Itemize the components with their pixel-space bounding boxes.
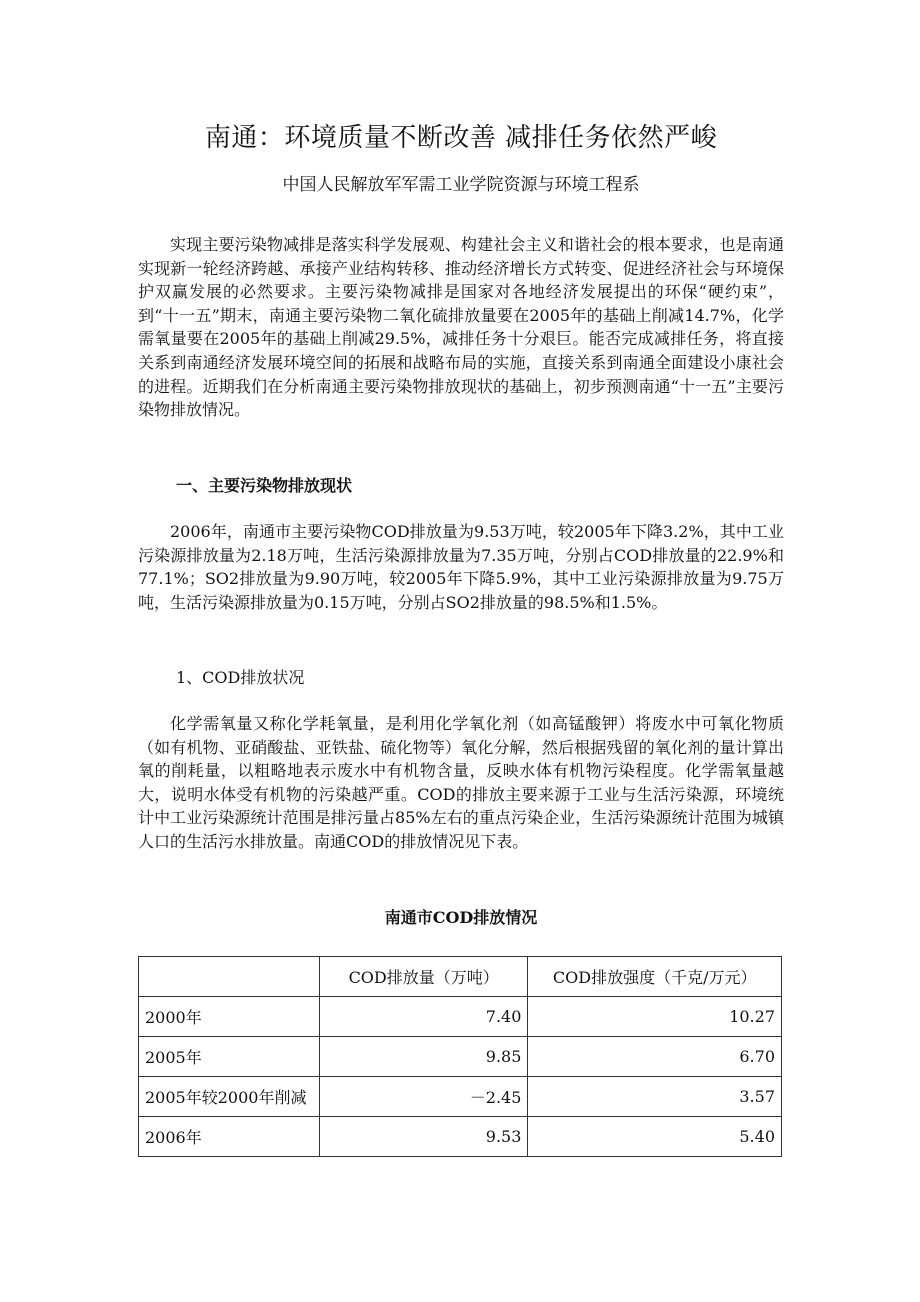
- cod-intensity-value: 6.70: [528, 1037, 782, 1077]
- table-header-cell: COD排放强度（千克/万元）: [528, 957, 782, 997]
- cod-description-paragraph: 化学需氧量又称化学耗氧量，是利用化学氧化剂（如高锰酸钾）将废水中可氧化物质（如有机物、亚硝酸盐、亚铁盐、硫化物等）氧化分解，然后根据残留的氧化剂的量计算出氧的削耗量，以粗略地表示废水中有机物含量，反映水体有机物污染程度。化学需氧量越大，说明水体受有机物的污染越严重。COD的排放主要来源于工业与生活污染源，环境统计中工业污染源统计范围是排污量占85%左右的重点污染企业，生活污染源统计范围为城镇人口的生活污水排放量。南通COD的排放情况见下表。: [138, 714, 784, 851]
- row-label: 2000年: [139, 997, 320, 1037]
- emission-status-paragraph: 2006年，南通市主要污染物COD排放量为9.53万吨，较2005年下降3.2%，其中工业污染源排放量为2.18万吨，生活污染源排放量为7.35万吨，分别占COD排放量的22.9%和77.1%；SO2排放量为9.90万吨，较2005年下降5.9%，其中工业污染源排放量为9.75万吨，生活污染源排放量为0.15万吨，分别占SO2排放量的98.5%和1.5%。: [138, 522, 784, 612]
- table-header-cell: [139, 957, 320, 997]
- row-label: 2006年: [139, 1117, 320, 1157]
- document-title: 南通：环境质量不断改善 减排任务依然严峻: [204, 123, 718, 153]
- cod-emission-value: －2.45: [319, 1077, 527, 1117]
- intro-paragraph: 实现主要污染物减排是落实科学发展观、构建社会主义和谐社会的根本要求，也是南通实现新一轮经济跨越、承接产业结构转移、推动经济增长方式转变、促进经济社会与环境保护双赢发展的必然要求。主要污染物减排是国家对各地经济发展提出的环保“硬约束”，到“十一五”期末，南通主要污染物二氧化硫排放量要在2005年的基础上削减14.7%，化学需氧量要在2005年的基础上削减29.5%，减排任务十分艰巨。能否完成减排任务，将直接关系到南通经济发展环境空间的拓展和战略布局的实施，直接关系到南通全面建设小康社会的进程。近期我们在分析南通主要污染物排放现状的基础上，初步预测南通“十一五”主要污染物排放情况。: [138, 235, 784, 420]
- table-row: [139, 1117, 782, 1157]
- table-row: [139, 1037, 782, 1077]
- cod-emission-value: 9.85: [319, 1037, 527, 1077]
- row-label: 2005年: [139, 1037, 320, 1077]
- table-header-cell: COD排放量（万吨）: [319, 957, 527, 997]
- table-row: [139, 1077, 782, 1117]
- table-caption: 南通市COD排放情况: [384, 908, 538, 927]
- row-label: 2005年较2000年削减: [139, 1077, 320, 1117]
- table-header-row: [139, 957, 782, 997]
- cod-intensity-value: 3.57: [528, 1077, 782, 1117]
- cod-intensity-value: 10.27: [528, 997, 782, 1037]
- cod-emission-value: 7.40: [319, 997, 527, 1037]
- subsection-heading: 1、COD排放状况: [176, 668, 305, 687]
- cod-emission-value: 9.53: [319, 1117, 527, 1157]
- document-subtitle: 中国人民解放军军需工业学院资源与环境工程系: [282, 175, 640, 195]
- section-heading: 一、主要污染物排放现状: [176, 476, 353, 495]
- cod-intensity-value: 5.40: [528, 1117, 782, 1157]
- cod-emission-table: [138, 956, 782, 1157]
- table-row: [139, 997, 782, 1037]
